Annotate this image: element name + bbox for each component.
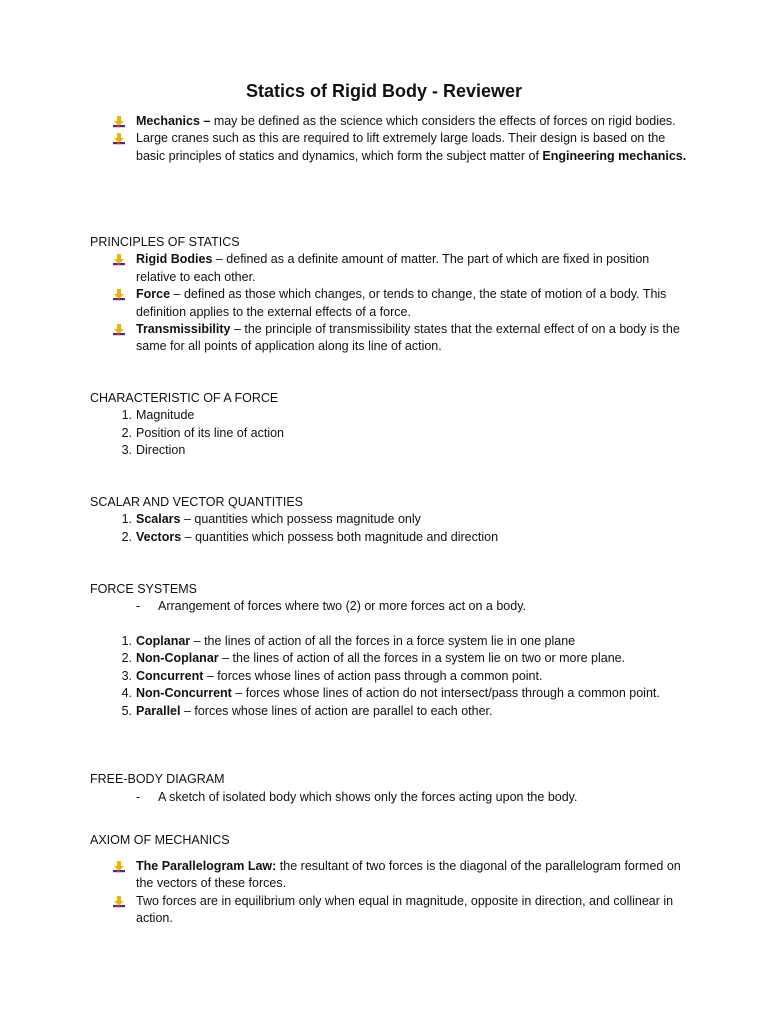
arrow-bullet-icon	[112, 115, 126, 129]
term: The Parallelogram Law:	[136, 859, 277, 873]
principles-section	[90, 234, 690, 356]
definition: – forces whose lines of action pass through a common point.	[203, 668, 543, 683]
list-item	[90, 130, 690, 165]
list-number: 1.	[121, 634, 132, 648]
definition: Large cranes such as this are required to lift extremely large loads. Their design is based on the basic principles of statics and dynamics, which form the subject matter of	[136, 131, 666, 163]
list-item	[90, 668, 690, 685]
list-number: 4.	[121, 686, 132, 701]
section-heading: PRINCIPLES OF STATICS	[90, 235, 240, 249]
definition: – quantities which possess magnitude only	[180, 512, 421, 527]
arrow-bullet-icon	[112, 323, 126, 337]
section-heading: SCALAR AND VECTOR QUANTITIES	[90, 495, 304, 509]
list-number: 3.	[121, 443, 132, 458]
section-heading: FREE-BODY DIAGRAM	[90, 772, 225, 786]
list-item	[90, 442, 690, 459]
list-item	[90, 425, 690, 442]
list-number: 2.	[121, 651, 132, 666]
list-item	[90, 893, 690, 928]
note-item	[90, 598, 690, 615]
term: Non-Coplanar	[136, 651, 219, 666]
free-body-section	[90, 771, 690, 807]
characteristic-section	[90, 390, 690, 460]
term: Non-Concurrent	[136, 686, 232, 701]
arrow-bullet-icon	[112, 132, 126, 146]
term: Scalars	[136, 512, 181, 527]
list-number: 2.	[121, 425, 132, 440]
list-item	[90, 529, 690, 546]
list-item	[90, 113, 690, 130]
item-text: Position of its line of action	[136, 425, 284, 440]
axiom-list	[90, 858, 690, 928]
page-title: Statics of Rigid Body - Reviewer	[245, 81, 523, 101]
definition: – quantities which possess both magnitude and direction	[181, 529, 499, 544]
definition: – the principle of transmissibility states that the external effect of on a body is the same for all points of application along its line of action.	[136, 322, 680, 354]
list-item	[90, 858, 690, 893]
item-text: Direction	[136, 443, 186, 458]
force-systems-section	[90, 581, 690, 616]
dash-marker: -	[136, 599, 141, 614]
definition: may be defined as the science which considers the effects of forces on rigid bodies.	[210, 114, 676, 128]
list-item	[90, 511, 690, 528]
note-text: Arrangement of forces where two (2) or more forces act on a body.	[158, 599, 526, 614]
definition: the resultant of two forces is the diagonal of the parallelogram formed on the vectors of these forces.	[136, 859, 681, 891]
arrow-bullet-icon	[112, 895, 126, 909]
axiom-section	[90, 832, 690, 849]
force-systems-list	[90, 633, 690, 720]
list-item	[90, 407, 690, 424]
list-item	[90, 633, 690, 650]
intro-section	[90, 113, 690, 165]
term: Mechanics –	[136, 114, 211, 128]
definition: – the lines of action of all the forces in a system lie on two or more plane.	[218, 651, 626, 666]
list-item	[90, 286, 690, 321]
section-heading: CHARACTERISTIC OF A FORCE	[90, 391, 279, 405]
term: Engineering mechanics.	[542, 148, 687, 163]
arrow-bullet-icon	[112, 288, 126, 302]
term: Vectors	[136, 529, 182, 544]
term: Force	[136, 287, 171, 302]
term: Coplanar	[136, 634, 191, 648]
arrow-bullet-icon	[112, 253, 126, 267]
list-number: 3.	[121, 668, 132, 683]
list-number: 2.	[121, 529, 132, 544]
list-item	[90, 685, 690, 702]
list-item	[90, 650, 690, 667]
section-heading: FORCE SYSTEMS	[90, 582, 197, 596]
term: Transmissibility	[136, 322, 231, 337]
definition: – the lines of action of all the forces in a force system lie in one plane	[190, 634, 576, 648]
list-item	[90, 703, 690, 720]
list-item	[90, 321, 690, 356]
list-item	[90, 251, 690, 286]
note-item	[90, 789, 690, 806]
term: Parallel	[136, 703, 181, 718]
item-text: Magnitude	[136, 408, 195, 423]
arrow-bullet-icon	[112, 860, 126, 874]
definition: – defined as those which changes, or tends to change, the state of motion of a body. This definition applies to the external effects of a force.	[136, 287, 667, 319]
section-heading: AXIOM OF MECHANICS	[90, 833, 230, 847]
definition: – forces whose lines of action are parallel to each other.	[180, 703, 493, 718]
definition: – defined as a definite amount of matter. The part of which are fixed in position relative to each other.	[136, 252, 650, 284]
list-number: 5.	[121, 703, 132, 718]
list-number: 1.	[121, 512, 132, 527]
definition: – forces whose lines of action do not intersect/pass through a common point.	[231, 686, 660, 701]
definition: Two forces are in equilibrium only when equal in magnitude, opposite in direction, and collinear in action.	[136, 893, 674, 926]
list-number: 1.	[121, 408, 132, 423]
term: Rigid Bodies	[136, 252, 213, 267]
term: Concurrent	[136, 668, 204, 683]
dash-marker: -	[136, 790, 141, 805]
note-text: A sketch of isolated body which shows only the forces acting upon the body.	[158, 790, 578, 805]
scalar-section	[90, 494, 690, 546]
